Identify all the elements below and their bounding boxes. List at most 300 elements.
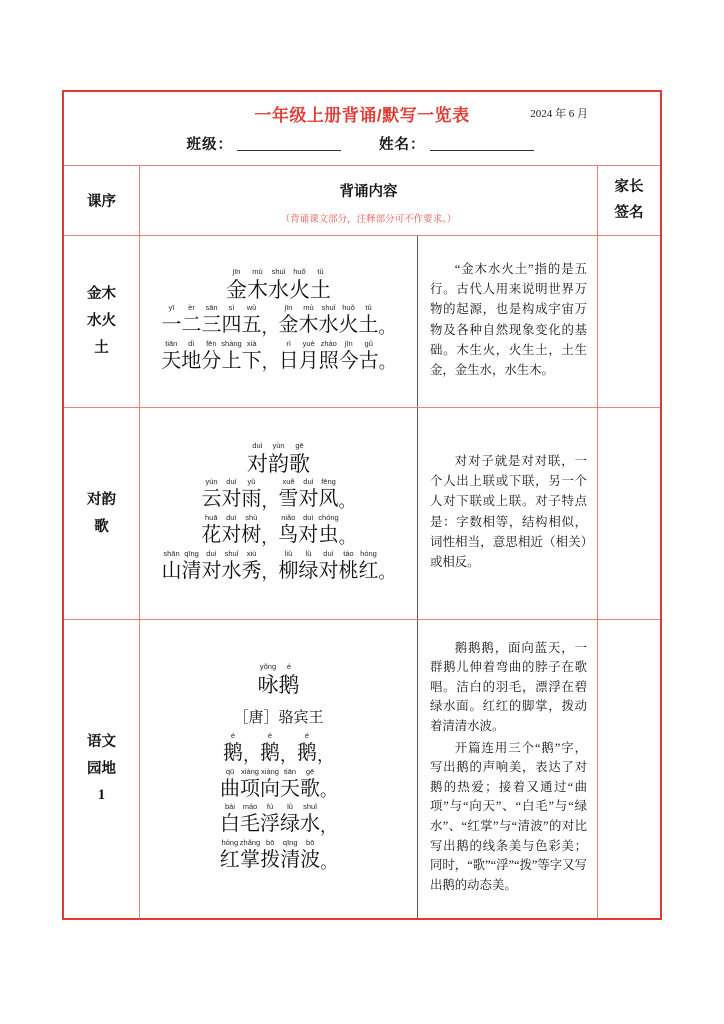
poem-line	[146, 732, 411, 766]
pinyin: fēng	[321, 477, 336, 487]
hanzi: 桃	[338, 559, 359, 582]
page-title: 一年级上册背诵/默写一览表	[254, 106, 470, 125]
hanzi: 红	[219, 848, 240, 871]
seq-line: 金木	[87, 286, 116, 303]
explanation-paragraph: “金木水火土”指的是五行。古代人用来说明世界万物的起源，也是构成宇宙万物及各种自然现象变化的基础。木生火，火生土，土生金，金生水，水生木。	[430, 262, 587, 377]
seq-line: 语文	[87, 733, 116, 750]
hanzi: 。	[378, 353, 396, 373]
poem-pane	[140, 408, 418, 619]
ruby-char	[299, 478, 319, 512]
row-content	[140, 236, 598, 407]
pinyin: chóng	[318, 513, 339, 523]
ruby-char	[222, 550, 242, 584]
hanzi: 。	[338, 527, 356, 547]
ruby-char	[240, 839, 260, 873]
pinyin: lǜ	[287, 802, 293, 812]
hanzi: 鹅	[278, 673, 300, 698]
ruby-char	[300, 803, 320, 837]
hanzi: 咏	[257, 673, 279, 698]
row-content	[140, 408, 598, 619]
pinyin: shuǐ	[321, 303, 336, 313]
hanzi: 雪	[278, 488, 299, 511]
ruby-char	[241, 514, 261, 548]
column-header-content	[140, 166, 598, 235]
pinyin: shàng	[221, 338, 242, 348]
ruby-char	[162, 304, 182, 338]
hanzi: ，	[261, 527, 279, 547]
pinyin: xiàng	[261, 766, 279, 776]
hanzi: 分	[201, 349, 222, 372]
hanzi: 水	[300, 813, 320, 836]
ruby-char	[268, 442, 289, 477]
hanzi: 绿	[298, 559, 319, 582]
ruby-char	[359, 550, 379, 584]
hanzi: 木	[298, 314, 319, 337]
pinyin: gē	[305, 766, 315, 776]
ruby-char	[299, 550, 319, 584]
pinyin: xuě	[282, 477, 295, 487]
ruby-char	[339, 340, 359, 374]
hanzi: 土	[310, 277, 331, 302]
seq-line: 1	[97, 787, 106, 804]
hanzi: 。	[378, 317, 396, 337]
pinyin: lǜ	[305, 548, 312, 558]
table-row	[64, 408, 660, 620]
hanzi: 下	[241, 349, 262, 372]
hanzi: ，	[261, 492, 279, 512]
seq-line: 对韵	[87, 491, 116, 508]
signature-cell[interactable]	[598, 620, 660, 918]
hanzi: 雨	[241, 488, 262, 511]
ruby-char	[319, 478, 339, 512]
ruby-char	[278, 514, 298, 548]
pinyin: fú	[266, 802, 274, 812]
table-row	[64, 620, 660, 918]
poem-pane	[140, 620, 418, 918]
pinyin: tǔ	[365, 303, 372, 313]
ruby-char	[279, 550, 299, 584]
ruby-char	[242, 340, 262, 374]
ruby-char	[247, 268, 268, 303]
ruby-char	[202, 550, 222, 584]
pinyin: duì	[226, 477, 237, 487]
hanzi: 柳	[278, 559, 299, 582]
hanzi: 鹅	[223, 742, 243, 765]
pinyin: jīn	[232, 266, 241, 276]
punctuation-char	[317, 736, 334, 766]
punctuation-char	[339, 482, 356, 512]
ruby-char	[279, 304, 299, 338]
poem-line	[146, 839, 411, 873]
ruby-char	[319, 304, 339, 338]
pinyin: yǒng	[259, 662, 277, 672]
pinyin: jīn	[284, 303, 293, 313]
hanzi: ，	[261, 353, 279, 373]
punctuation-char	[262, 482, 279, 512]
poem-line	[146, 304, 411, 338]
pinyin: bái	[224, 802, 235, 812]
pinyin: duì	[303, 513, 314, 523]
hanzi: 项	[240, 777, 260, 800]
hanzi: ，	[320, 816, 337, 836]
poem-title	[146, 663, 411, 698]
ruby-char	[280, 803, 300, 837]
pinyin: shuǐ	[224, 548, 239, 558]
ruby-char	[260, 839, 280, 873]
recitation-table	[62, 90, 662, 920]
ruby-char	[181, 340, 201, 374]
pinyin: shuǐ	[303, 802, 317, 812]
ruby-char	[319, 550, 339, 584]
pinyin: é	[304, 731, 310, 741]
ruby-char	[242, 550, 262, 584]
ruby-char	[318, 514, 338, 548]
hanzi: ，	[261, 317, 279, 337]
column-header-sequence: 课序	[64, 166, 140, 235]
ruby-char	[260, 732, 280, 766]
hanzi: ，	[261, 563, 279, 583]
pinyin: tiān	[283, 766, 297, 776]
hanzi: 水	[268, 277, 289, 302]
hanzi: 鸟	[278, 524, 299, 547]
pinyin: liǔ	[284, 548, 293, 558]
hanzi: 今	[338, 349, 359, 372]
ruby-char	[202, 304, 222, 338]
hanzi: 。	[338, 492, 356, 512]
ruby-char	[289, 442, 310, 477]
pinyin: tǔ	[317, 266, 324, 276]
explanation-paragraph: 开篇连用三个“鹅”字，写出鹅的声响美，表达了对鹅的热爱；接着又通过“曲项”与“向天”、“白毛”与“绿水”、“红掌”与“清波”的对比写出鹅的线条美与色彩美；同时，“歌”“浮”“拨”等字又写出鹅的动态美。	[430, 740, 587, 892]
pinyin: é	[230, 731, 236, 741]
pinyin: duì	[226, 513, 237, 523]
ruby-char	[221, 340, 241, 374]
ruby-char	[279, 340, 299, 374]
hanzi: 一	[161, 314, 182, 337]
ruby-char	[220, 803, 240, 837]
row-sequence-label	[64, 620, 140, 918]
ruby-char	[201, 514, 221, 548]
ruby-char	[162, 550, 182, 584]
pinyin: èr	[188, 303, 195, 313]
class-label: 班级：	[186, 137, 233, 153]
name-label: 姓名：	[379, 137, 426, 153]
hanzi: 三	[201, 314, 222, 337]
document-date: 2024 年 6 月	[530, 108, 588, 120]
hanzi: 掌	[240, 848, 260, 871]
ruby-char	[279, 478, 299, 512]
punctuation-char	[280, 736, 297, 766]
pinyin: fēn	[206, 338, 217, 348]
pinyin: wǔ	[246, 303, 257, 313]
hanzi: 向	[260, 777, 280, 800]
ruby-char	[300, 839, 320, 873]
row-sequence-label	[64, 236, 140, 407]
pinyin: duì	[323, 548, 334, 558]
ruby-char	[339, 550, 359, 584]
pinyin: é	[267, 731, 273, 741]
pinyin: huǒ	[342, 303, 355, 313]
pinyin: yī	[168, 303, 175, 313]
pinyin: gē	[295, 440, 304, 450]
hanzi: 四	[221, 314, 242, 337]
hanzi: 歌	[289, 451, 310, 476]
pinyin: tiān	[165, 338, 178, 348]
punctuation-char	[262, 553, 279, 583]
signature-label-line2: 签名	[614, 204, 644, 221]
pinyin: táo	[343, 548, 354, 558]
punctuation-char	[262, 343, 279, 373]
ruby-char	[223, 732, 243, 766]
ruby-char	[289, 268, 310, 303]
pinyin: mù	[252, 266, 263, 276]
pinyin: dì	[188, 338, 195, 348]
pinyin: niǎo	[281, 513, 296, 523]
pinyin: sì	[228, 303, 235, 313]
hanzi: 上	[221, 349, 242, 372]
poem-pane	[140, 236, 418, 407]
pinyin: é	[286, 662, 292, 672]
ruby-char	[182, 550, 202, 584]
ruby-char	[258, 663, 279, 698]
pinyin: xià	[246, 338, 257, 348]
ruby-char	[221, 514, 241, 548]
hanzi: 金	[278, 314, 299, 337]
punctuation-char	[379, 343, 396, 373]
ruby-char	[201, 340, 221, 374]
signature-label-line1: 家长	[614, 179, 644, 196]
ruby-char	[220, 839, 240, 873]
explanation-pane	[418, 620, 597, 918]
hanzi: 日	[278, 349, 299, 372]
ruby-char	[240, 768, 260, 802]
pinyin: huā	[205, 513, 218, 523]
pinyin: duì	[206, 548, 217, 558]
hanzi: 绿	[280, 813, 300, 836]
ruby-char	[226, 268, 247, 303]
explanation-paragraph: 对对子就是对对联，一个人出上联或下联，另一个人对下联或上联。对子特点是：字数相等，结构相似，词性相当，意思相近（相关）或相反。	[430, 454, 587, 569]
pinyin: jīn	[344, 338, 353, 348]
ruby-char	[319, 340, 339, 374]
pinyin: yùn	[272, 440, 285, 450]
hanzi: 。	[320, 781, 337, 801]
punctuation-char	[379, 553, 396, 583]
poem-line	[146, 803, 411, 837]
ruby-char	[240, 803, 260, 837]
ruby-char	[268, 268, 289, 303]
ruby-char	[182, 304, 202, 338]
hanzi: 曲	[220, 777, 240, 800]
hanzi: 浮	[260, 813, 280, 836]
table-row	[64, 236, 660, 408]
pinyin: duì	[252, 440, 263, 450]
hanzi: 地	[181, 349, 202, 372]
hanzi: ，	[243, 745, 260, 765]
ruby-char	[297, 732, 317, 766]
punctuation-char	[379, 308, 396, 338]
column-header-row	[64, 166, 660, 236]
hanzi: 五	[241, 314, 262, 337]
ruby-char	[339, 304, 359, 338]
pinyin: xiù	[246, 548, 257, 558]
hanzi: 金	[226, 277, 247, 302]
pinyin: huǒ	[293, 266, 306, 276]
hanzi: 对	[298, 488, 319, 511]
ruby-char	[359, 340, 379, 374]
ruby-char	[299, 304, 319, 338]
explanation-pane	[418, 236, 597, 407]
hanzi: 。	[320, 852, 338, 872]
hanzi: 波	[300, 848, 321, 871]
seq-line: 水火	[87, 313, 116, 330]
hanzi: ，	[280, 745, 297, 765]
pinyin: gǔ	[364, 338, 373, 348]
hanzi: 毛	[240, 813, 260, 836]
ruby-char	[260, 803, 280, 837]
pinyin: máo	[242, 802, 258, 812]
column-header-content-note: （背诵课文部分，注释部分可不作要求。）	[280, 215, 457, 225]
pinyin: yuè	[302, 338, 315, 348]
poem-author: ［唐］骆宾王	[233, 710, 324, 727]
pinyin: duì	[303, 477, 314, 487]
ruby-char	[279, 663, 300, 698]
hanzi: 火	[289, 277, 310, 302]
hanzi: 拨	[260, 848, 281, 871]
title-band	[64, 92, 660, 166]
hanzi: 对	[247, 451, 268, 476]
hanzi: 水	[318, 314, 339, 337]
signature-cell[interactable]	[598, 408, 660, 619]
hanzi: 对	[298, 524, 319, 547]
ruby-char	[359, 304, 379, 338]
pinyin: mù	[303, 303, 314, 313]
hanzi: 土	[358, 314, 379, 337]
hanzi: 对	[318, 559, 339, 582]
pinyin: xiàng	[241, 766, 259, 776]
ruby-char	[280, 839, 300, 873]
pinyin: qīng	[282, 837, 298, 847]
hanzi: 鹅	[297, 742, 317, 765]
seq-line: 土	[94, 339, 109, 356]
hanzi: 照	[318, 349, 339, 372]
hanzi: 古	[358, 349, 379, 372]
poem-line	[146, 340, 411, 374]
hanzi: 清	[280, 848, 301, 871]
ruby-char	[161, 340, 181, 374]
pinyin: zhǎng	[239, 837, 261, 847]
poem-line	[146, 514, 411, 548]
seq-line: 歌	[94, 518, 109, 535]
punctuation-char	[320, 771, 337, 801]
column-header-content-label: 背诵内容	[339, 184, 398, 200]
hanzi: 水	[221, 559, 242, 582]
poem-title	[146, 442, 411, 477]
hanzi: 天	[161, 349, 182, 372]
ruby-char	[222, 478, 242, 512]
punctuation-char	[339, 518, 356, 548]
punctuation-char	[261, 518, 278, 548]
ruby-char	[298, 514, 318, 548]
ruby-char	[220, 768, 240, 802]
pinyin: hóng	[221, 837, 239, 847]
row-sequence-label	[64, 408, 140, 619]
hanzi: 云	[201, 488, 222, 511]
hanzi: 风	[318, 488, 339, 511]
punctuation-char	[320, 843, 337, 873]
pinyin: zhào	[320, 338, 337, 348]
punctuation-char	[262, 308, 279, 338]
hanzi: 月	[298, 349, 319, 372]
class-input-blank[interactable]	[237, 138, 341, 151]
hanzi: 火	[338, 314, 359, 337]
pinyin: bō	[266, 837, 275, 847]
hanzi: 天	[280, 777, 300, 800]
punctuation-char	[243, 736, 260, 766]
hanzi: 树	[241, 524, 262, 547]
ruby-char	[202, 478, 222, 512]
ruby-char	[300, 768, 320, 802]
poem-line	[146, 768, 411, 802]
poem-line	[146, 478, 411, 512]
hanzi: 虫	[318, 524, 339, 547]
hanzi: 木	[247, 277, 268, 302]
poem-title	[146, 268, 411, 303]
ruby-char	[299, 340, 319, 374]
pinyin: hóng	[360, 548, 377, 558]
pinyin: qīng	[184, 548, 199, 558]
hanzi: 二	[181, 314, 202, 337]
seq-line: 园地	[87, 760, 116, 777]
pinyin: yǔ	[247, 477, 256, 487]
row-content	[140, 620, 598, 918]
hanzi: 对	[201, 559, 222, 582]
hanzi: 。	[378, 563, 396, 583]
ruby-char	[247, 442, 268, 477]
hanzi: 韵	[268, 451, 289, 476]
hanzi: 白	[220, 813, 240, 836]
pinyin: shuǐ	[271, 266, 286, 276]
punctuation-char	[320, 807, 337, 837]
student-id-line	[64, 133, 660, 154]
pinyin: bō	[306, 837, 315, 847]
name-input-blank[interactable]	[430, 138, 534, 151]
hanzi: 山	[161, 559, 182, 582]
pinyin: shù	[245, 513, 258, 523]
hanzi: 鹅	[260, 742, 280, 765]
hanzi: 花	[201, 524, 222, 547]
hanzi: 对	[221, 488, 242, 511]
ruby-char	[310, 268, 331, 303]
ruby-char	[280, 768, 300, 802]
pinyin: shān	[163, 548, 180, 558]
ruby-char	[222, 304, 242, 338]
ruby-char	[260, 768, 280, 802]
pinyin: sān	[205, 303, 218, 313]
explanation-pane	[418, 408, 597, 619]
pinyin: qū	[225, 766, 235, 776]
column-header-signature	[598, 166, 660, 235]
hanzi: 秀	[241, 559, 262, 582]
explanation-paragraph: 鹅鹅鹅，面向蓝天，一群鹅儿伸着弯曲的脖子在歌唱。洁白的羽毛，漂浮在碧绿水面。红红的脚掌，拨动着清清水波。	[430, 640, 587, 734]
ruby-char	[242, 478, 262, 512]
hanzi: 歌	[300, 777, 320, 800]
pinyin: yún	[205, 477, 218, 487]
signature-cell[interactable]	[598, 236, 660, 407]
ruby-char	[242, 304, 262, 338]
hanzi: 对	[221, 524, 242, 547]
poem-line	[146, 550, 411, 584]
hanzi: 红	[358, 559, 379, 582]
hanzi: 清	[181, 559, 202, 582]
